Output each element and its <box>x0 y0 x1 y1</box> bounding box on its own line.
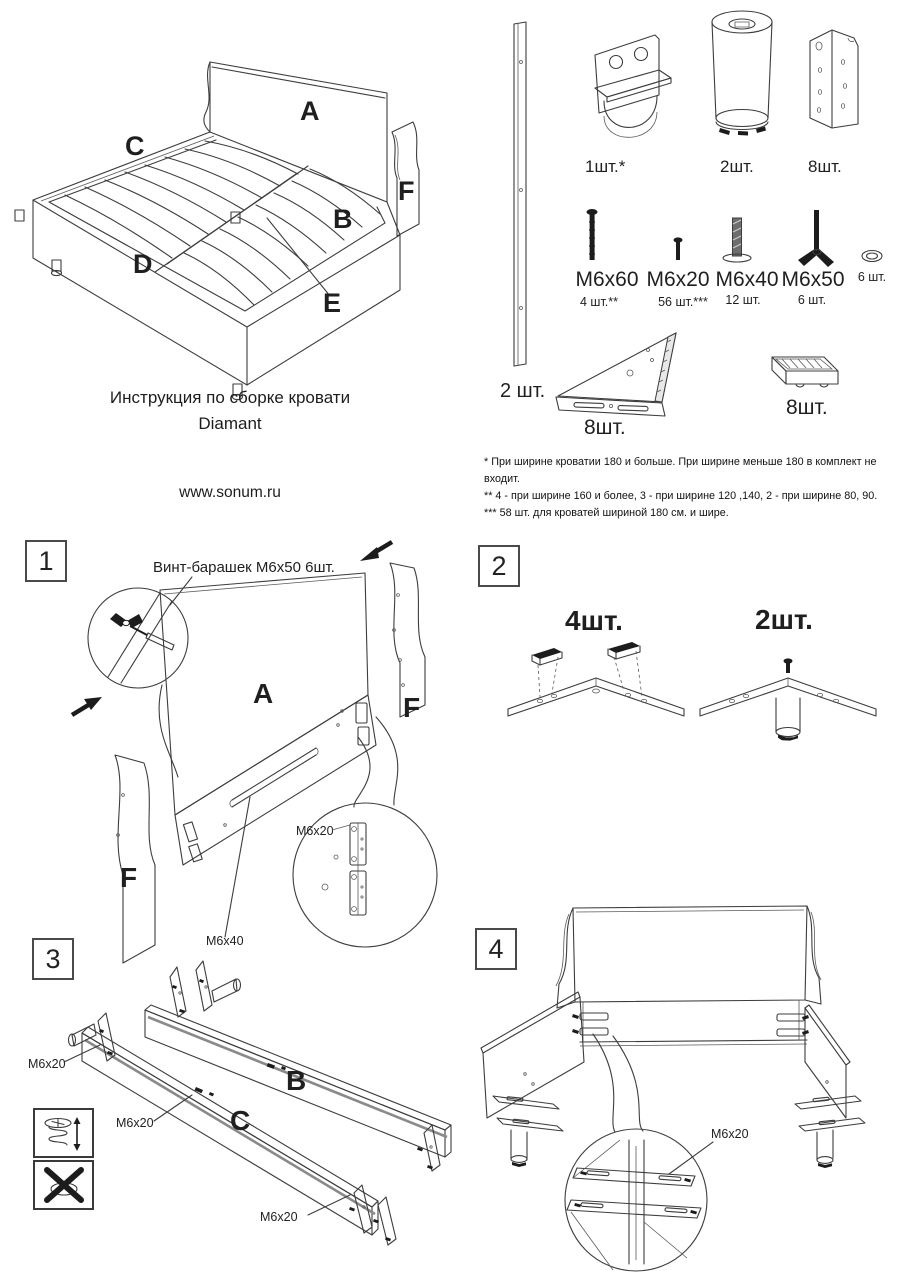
step4-screw-label: M6x20 <box>711 1127 749 1141</box>
slat-qty: 2 шт. <box>500 380 546 402</box>
step1-label-f-left: F <box>120 862 138 893</box>
felt-pad-right <box>608 642 640 659</box>
headboard-a-panel <box>160 573 376 865</box>
overview-label-d: D <box>133 249 153 279</box>
step-2-diagram <box>470 535 900 745</box>
headboard-frame <box>556 906 821 1046</box>
footnotes <box>484 454 896 522</box>
overview-label-e: E <box>323 288 342 318</box>
step4-detail-circle <box>565 1034 707 1271</box>
bed-legs <box>52 260 243 400</box>
step-3-number-text: 3 <box>45 943 61 974</box>
step3-screw-label-3: M6x20 <box>260 1210 298 1224</box>
rail-b-end-brackets <box>170 961 241 1017</box>
leg-cylinder <box>776 698 800 741</box>
screw-m6x50-wing-icon <box>798 210 834 267</box>
step1-label-f-right: F <box>403 692 421 723</box>
magnifier-circle <box>88 588 188 777</box>
footnote-2: ** 4 - при ширине 160 и более, 3 - при ширине 120 ,140, 2 - при ширине 80, 90. <box>484 490 878 502</box>
crossed-screw-icon <box>41 1166 87 1204</box>
screw-m6x60-qty: 4 шт.** <box>580 295 618 309</box>
part-slat-holder <box>772 357 838 387</box>
detail-bracket-plates <box>567 1168 701 1218</box>
center-hinge-left <box>572 1013 608 1035</box>
part-headboard-bracket <box>595 35 671 137</box>
stud-screw-icon <box>784 658 793 673</box>
step4-screw-leader <box>669 1142 713 1174</box>
step-4-diagram <box>455 878 900 1280</box>
left-corner-assembly <box>493 1096 563 1167</box>
overview-bed-diagram <box>15 40 470 355</box>
step1-detail-screw-label: M6x20 <box>296 824 334 838</box>
overview-label-b: B <box>333 204 353 234</box>
corner-bracket-with-pads <box>508 642 684 716</box>
angle-bracket-qty: 8шт. <box>808 157 842 176</box>
washer-qty: 6 шт. <box>857 270 887 284</box>
washer-icon <box>862 251 882 262</box>
step-4-number-text: 4 <box>488 933 504 964</box>
step1-screw-label: M6x40 <box>206 934 244 948</box>
step2-right-qty: 2шт. <box>755 604 813 635</box>
warning-do-not-overtighten-box <box>33 1160 94 1210</box>
overview-label-f: F <box>398 176 415 206</box>
step-1-diagram <box>20 535 460 985</box>
screw-m6x60-name: M6x60 <box>575 268 639 291</box>
center-hinge-right <box>777 1014 809 1036</box>
doc-title <box>70 385 390 437</box>
headboard-bracket-qty: 1шт.* <box>585 157 626 176</box>
step1-label-a: A <box>253 678 274 709</box>
screw-m6x40-icon <box>723 218 751 262</box>
screw-m6x40-name: M6x40 <box>715 268 779 291</box>
step3-screw-leader-3 <box>308 1195 350 1215</box>
step-1-number-text: 1 <box>38 545 54 576</box>
step1-screw-leader <box>225 797 250 937</box>
screw-m6x50-qty: 6 шт. <box>797 293 827 307</box>
screw-m6x50-name: M6x50 <box>781 268 845 291</box>
footnote-3: *** 58 шт. для кроватей шириной 180 см. и шире. <box>484 507 729 519</box>
screw-m6x20-icon <box>674 237 683 260</box>
leg-qty: 2шт. <box>720 157 754 176</box>
headboard-panel <box>204 62 387 202</box>
part-cylinder-leg <box>712 11 772 136</box>
wing-screw-note: Винт-барашек М6х50 6шт. <box>153 559 335 576</box>
doc-title-line2: Diamant <box>198 414 262 433</box>
bed-frame <box>33 132 400 385</box>
step3-screw-label-1: M6x20 <box>28 1057 66 1071</box>
felt-pad-left <box>532 648 562 665</box>
parts-list <box>480 0 900 445</box>
warning-screw-depth-box <box>33 1108 94 1158</box>
part-side-slat <box>514 22 526 366</box>
rail-c-end-brackets <box>69 1013 116 1061</box>
step-3-diagram <box>20 925 460 1280</box>
screw-m6x20-name: M6x20 <box>646 268 710 291</box>
overview-label-c: C <box>125 131 145 161</box>
step-2-number-text: 2 <box>491 550 507 581</box>
part-corner-bracket <box>556 333 676 416</box>
slats-left <box>65 141 298 258</box>
doc-title-line1: Инструкция по сборке кровати <box>109 388 351 407</box>
right-corner-assembly <box>795 1096 865 1168</box>
corner-bracket-qty: 8шт. <box>584 416 626 439</box>
step3-screw-label-2: M6x20 <box>116 1116 154 1130</box>
step3-label-b: B <box>286 1065 307 1096</box>
screw-depth-icon <box>41 1114 87 1152</box>
screw-m6x60-icon <box>587 209 598 260</box>
corner-bracket-with-leg <box>700 658 876 740</box>
right-side-rail <box>805 1005 850 1118</box>
screw-m6x40-qty: 12 шт. <box>725 293 761 307</box>
website-url: www.sonum.ru <box>179 484 281 501</box>
step3-label-c: C <box>230 1105 251 1136</box>
step2-left-qty: 4шт. <box>565 605 623 636</box>
overview-label-a: A <box>300 96 320 126</box>
slat-holder-qty: 8шт. <box>786 396 828 419</box>
screw-m6x20-qty: 56 шт.*** <box>658 295 708 309</box>
wing-screw-leader <box>170 577 192 605</box>
part-angle-bracket <box>810 30 858 128</box>
footnote-1: * При ширине кроватии 180 и больше. При ширине меньше 180 в комплект не входит. <box>484 456 877 485</box>
